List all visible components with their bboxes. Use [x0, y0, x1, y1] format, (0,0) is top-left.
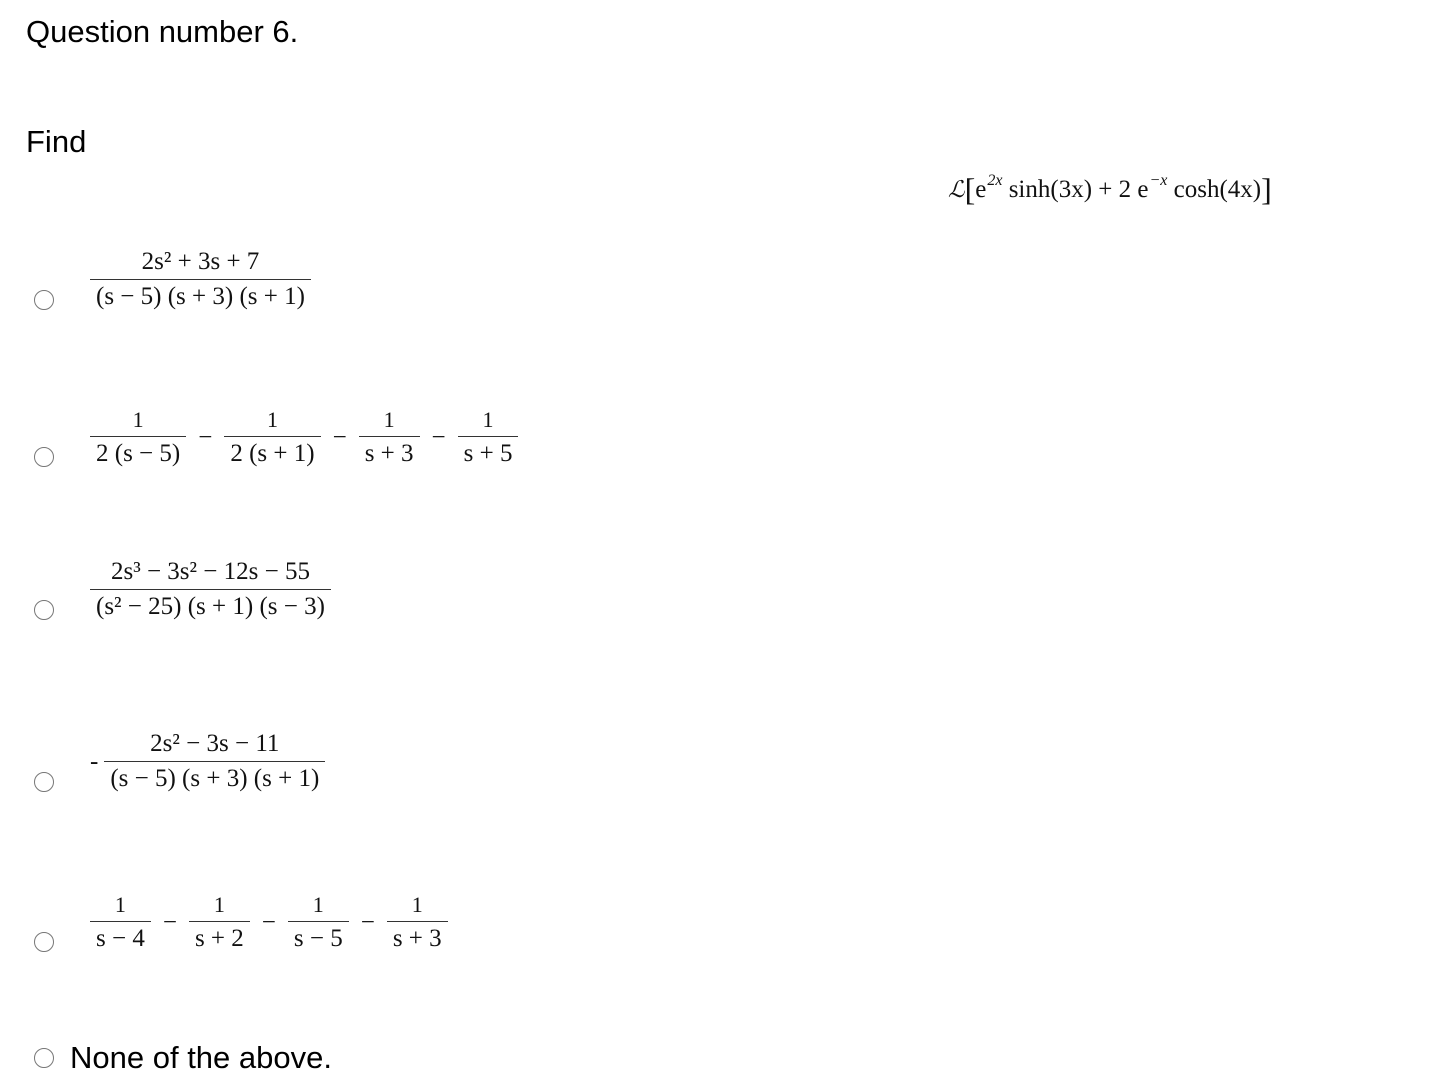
- numerator: 1: [132, 407, 144, 432]
- term2-function: cosh(4x): [1173, 176, 1262, 203]
- laplace-operator: ℒ: [948, 177, 965, 202]
- denominator: s − 5: [288, 921, 349, 953]
- term2-exponent: −x: [1149, 172, 1168, 189]
- fraction: [359, 407, 420, 468]
- minus-sign: −: [162, 908, 177, 936]
- minus-sign: −: [360, 908, 375, 936]
- plus-sign: +: [1098, 176, 1113, 203]
- option-label: None of the above.: [70, 1040, 332, 1075]
- radio-button[interactable]: [34, 932, 54, 952]
- radio-button[interactable]: [34, 447, 54, 467]
- fraction: [288, 892, 349, 953]
- numerator: 1: [482, 407, 494, 432]
- answer-option-3[interactable]: [34, 558, 331, 621]
- denominator: (s² − 25) (s + 1) (s − 3): [90, 589, 331, 621]
- term1-function: sinh(3x): [1008, 176, 1093, 203]
- numerator: 1: [213, 892, 225, 917]
- minus-sign: −: [332, 423, 347, 451]
- denominator: (s − 5) (s + 3) (s + 1): [90, 279, 311, 311]
- fraction: [90, 248, 311, 311]
- numerator: 1: [114, 892, 126, 917]
- fraction: [90, 892, 151, 953]
- answer-option-6[interactable]: [34, 1040, 332, 1076]
- fraction: [458, 407, 519, 468]
- radio-button[interactable]: [34, 600, 54, 620]
- answer-option-4[interactable]: [34, 730, 325, 793]
- denominator: s + 2: [189, 921, 250, 953]
- denominator: s + 3: [387, 921, 448, 953]
- numerator: 1: [266, 407, 278, 432]
- radio-button[interactable]: [34, 1048, 54, 1068]
- fraction: [104, 730, 325, 793]
- close-bracket: ]: [1261, 171, 1272, 207]
- minus-sign: −: [431, 423, 446, 451]
- denominator: (s − 5) (s + 3) (s + 1): [104, 761, 325, 793]
- numerator: 1: [383, 407, 395, 432]
- denominator: 2 (s − 5): [90, 436, 186, 468]
- question-title: Question number 6.: [26, 14, 299, 49]
- numerator: 2s² + 3s + 7: [141, 248, 260, 275]
- question-prompt: Find: [26, 124, 87, 159]
- numerator: 2s² − 3s − 11: [150, 730, 280, 757]
- laplace-expression: [948, 168, 1272, 205]
- open-bracket: [: [964, 171, 976, 207]
- term1-base: e: [975, 176, 987, 203]
- answer-option-5[interactable]: [34, 892, 448, 953]
- radio-button[interactable]: [34, 290, 54, 310]
- term1-exponent: 2x: [987, 172, 1003, 189]
- radio-button[interactable]: [34, 772, 54, 792]
- minus-sign: −: [198, 423, 213, 451]
- fraction: [189, 892, 250, 953]
- minus-sign: −: [261, 908, 276, 936]
- fraction: [90, 407, 186, 468]
- term2-base: e: [1137, 176, 1149, 203]
- numerator: 1: [312, 892, 324, 917]
- denominator: s + 3: [359, 436, 420, 468]
- fraction: [224, 407, 320, 468]
- denominator: s + 5: [458, 436, 519, 468]
- answer-option-2[interactable]: [34, 407, 518, 468]
- term2-coefficient: 2: [1118, 176, 1132, 203]
- fraction: [387, 892, 448, 953]
- fraction: [90, 558, 331, 621]
- answer-option-1[interactable]: [34, 248, 311, 311]
- leading-minus: -: [90, 747, 99, 775]
- numerator: 1: [411, 892, 423, 917]
- denominator: 2 (s + 1): [224, 436, 320, 468]
- numerator: 2s³ − 3s² − 12s − 55: [110, 558, 310, 585]
- denominator: s − 4: [90, 921, 151, 953]
